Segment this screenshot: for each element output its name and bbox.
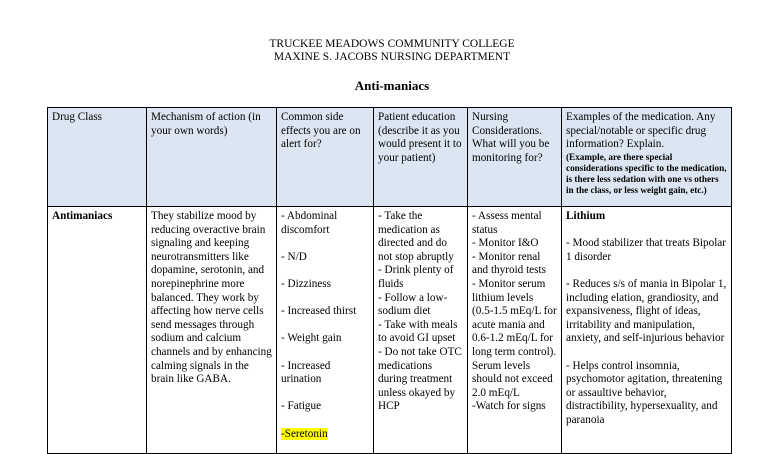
page-title: Anti-maniacs [354, 78, 430, 93]
header-examples [562, 108, 732, 207]
header-examples-main: Examples of the medication. Any special/notable or specific drug information? Explain. [566, 111, 716, 151]
side-effect-item: - Increased thirst [281, 305, 357, 318]
side-effect-item: - Weight gain [281, 332, 342, 345]
side-effect-item: - N/D [281, 250, 307, 263]
side-effect-item: - Fatigue [281, 400, 322, 413]
header-side-effects: Common side effects you are on alert for? [277, 108, 374, 207]
side-effect-item: - Dizziness [281, 277, 332, 290]
header-examples-note: (Example, are there special considerations specific to the medication, is there less sedation with one vs others in the class, or less weight gain, etc.) [566, 151, 727, 195]
side-effect-item: - Increased urination [281, 359, 331, 386]
header-patient-education: Patient education (describe it as you would present it to your patient) [374, 108, 468, 207]
example-point: - Mood stabilizer that treats Bipolar 1 disorder [566, 237, 727, 263]
table-header-row [48, 108, 732, 207]
header-nursing-considerations: Nursing Considerations. What will you be monitoring for? [468, 108, 562, 207]
college-name: TRUCKEE MEADOWS COMMUNITY COLLEGE [269, 38, 515, 50]
header-drug-class: Drug Class [48, 108, 147, 207]
cell-nursing-considerations: - Assess mental status - Monitor I&O - Monitor renal and thyroid tests - Monitor serum lithium levels (0.5-1.5 mEq/L for acute mania and 0.6-1.2 mEq/L for long term control). Serum levels should not exceed 2.0 mEq/L -Watch for signs [468, 207, 562, 454]
example-point: - Helps control insomnia, psychomotor agitation, threatening or assaultive behavior, distractibility, hypersexuality, and paranoia [566, 359, 723, 426]
cell-mechanism: They stabilize mood by reducing overactive brain signaling and keeping neurotransmitters like dopamine, serotonin, and norepinephrine more balanced. They work by affecting how nerve cells send messages through sodium and calcium channels and by enhancing calming signals in the brain like GABA. [147, 207, 277, 454]
table-row [48, 207, 732, 454]
side-effect-item-highlighted [281, 428, 369, 442]
cell-examples [562, 207, 732, 454]
example-point: - Reduces s/s of mania in Bipolar 1, including elation, grandiosity, and expansiveness, flight of ideas, irritability and manipulation, anxiety, and self-injurious behavior [566, 277, 727, 345]
example-drug-name: Lithium [566, 210, 606, 222]
side-effect-item: - Abdominal discomfort [281, 210, 338, 236]
highlight-prefix: - [281, 427, 285, 440]
cell-drug-class: Antimaniacs [48, 207, 147, 454]
highlighted-text: Seretonin [284, 427, 328, 440]
cell-patient-education: - Take the medication as directed and do not stop abruptly - Drink plenty of fluids - Follow a low-sodium diet - Take with meals to avoid GI upset - Do not take OTC medications during treatment unless okayed by HCP [374, 207, 468, 454]
header-mechanism: Mechanism of action (in your own words) [147, 108, 277, 207]
department-name: MAXINE S. JACOBS NURSING DEPARTMENT [273, 51, 511, 63]
drug-table [47, 107, 732, 454]
cell-side-effects [277, 207, 374, 454]
